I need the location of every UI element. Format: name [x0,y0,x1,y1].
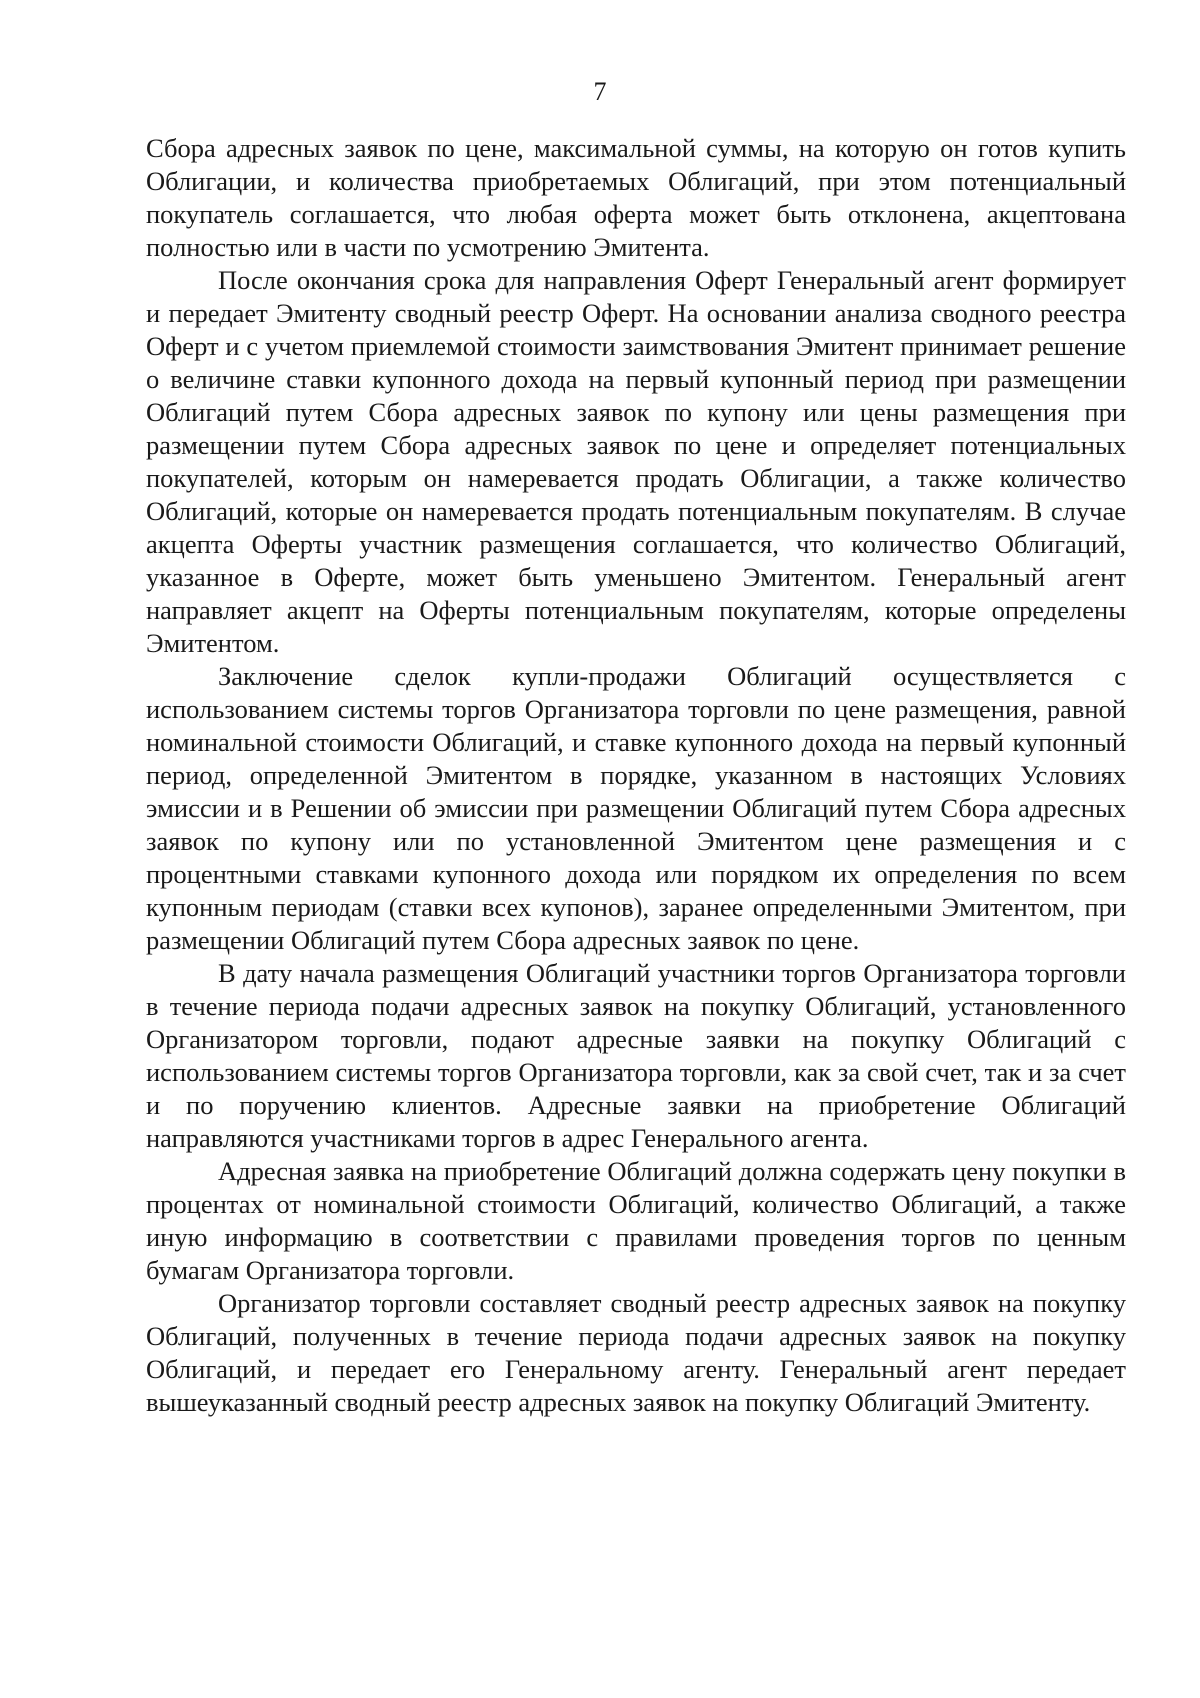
document-body [146,132,1126,1419]
paragraph-1: Сбора адресных заявок по цене, максимальной суммы, на которую он готов купить Облигации, и количества приобретаемых Облигаций, при этом потенциальный покупатель соглашается, что любая оферта может быть отклонена, акцептована полностью или в части по усмотрению Эмитента. [146,133,1126,262]
paragraph-3: Заключение сделок купли-продажи Облигаций осуществляется с использованием системы торгов Организатора торговли по цене размещения, равной номинальной стоимости Облигаций, и ставке купонного дохода на первый купонный период, определенной Эмитентом в порядке, указанном в настоящих Условиях эмиссии и в Решении об эмиссии при размещении Облигаций путем Сбора адресных заявок по купону или по установленной Эмитентом цене размещения и с процентными ставками купонного дохода или порядком их определения по всем купонным периодам (ставки всех купонов), заранее определенными Эмитентом, при размещении Облигаций путем Сбора адресных заявок по цене. [146,661,1126,955]
page-number: 7 [593,77,607,106]
paragraph-4: В дату начала размещения Облигаций участники торгов Организатора торговли в течение периода подачи адресных заявок на покупку Облигаций, установленного Организатором торговли, подают адресные заявки на покупку Облигаций с использованием системы торгов Организатора торговли, как за свой счет, так и за счет и по поручению клиентов. Адресные заявки на приобретение Облигаций направляются участниками торгов в адрес Генерального агента. [146,958,1126,1153]
paragraph-6: Организатор торговли составляет сводный реестр адресных заявок на покупку Облигаций, полученных в течение периода подачи адресных заявок на покупку Облигаций, и передает его Генеральному агенту. Генеральный агент передает вышеуказанный сводный реестр адресных заявок на покупку Облигаций Эмитенту. [146,1288,1126,1417]
paragraph-2: После окончания срока для направления Оферт Генеральный агент формирует и передает Эмитенту сводный реестр Оферт. На основании анализа сводного реестра Оферт и с учетом приемлемой стоимости заимствования Эмитент принимает решение о величине ставки купонного дохода на первый купонный период при размещении Облигаций путем Сбора адресных заявок по купону или цены размещения при размещении путем Сбора адресных заявок по цене и определяет потенциальных покупателей, которым он намеревается продать Облигации, а также количество Облигаций, которые он намеревается продать потенциальным покупателям. В случае акцепта Оферты участник размещения соглашается, что количество Облигаций, указанное в Оферте, может быть уменьшено Эмитентом. Генеральный агент направляет акцепт на Оферты потенциальным покупателям, которые определены Эмитентом. [146,265,1126,658]
paragraph-5: Адресная заявка на приобретение Облигаций должна содержать цену покупки в процентах от номинальной стоимости Облигаций, количество Облигаций, а также иную информацию в соответствии с правилами проведения торгов по ценным бумагам Организатора торговли. [146,1156,1126,1285]
